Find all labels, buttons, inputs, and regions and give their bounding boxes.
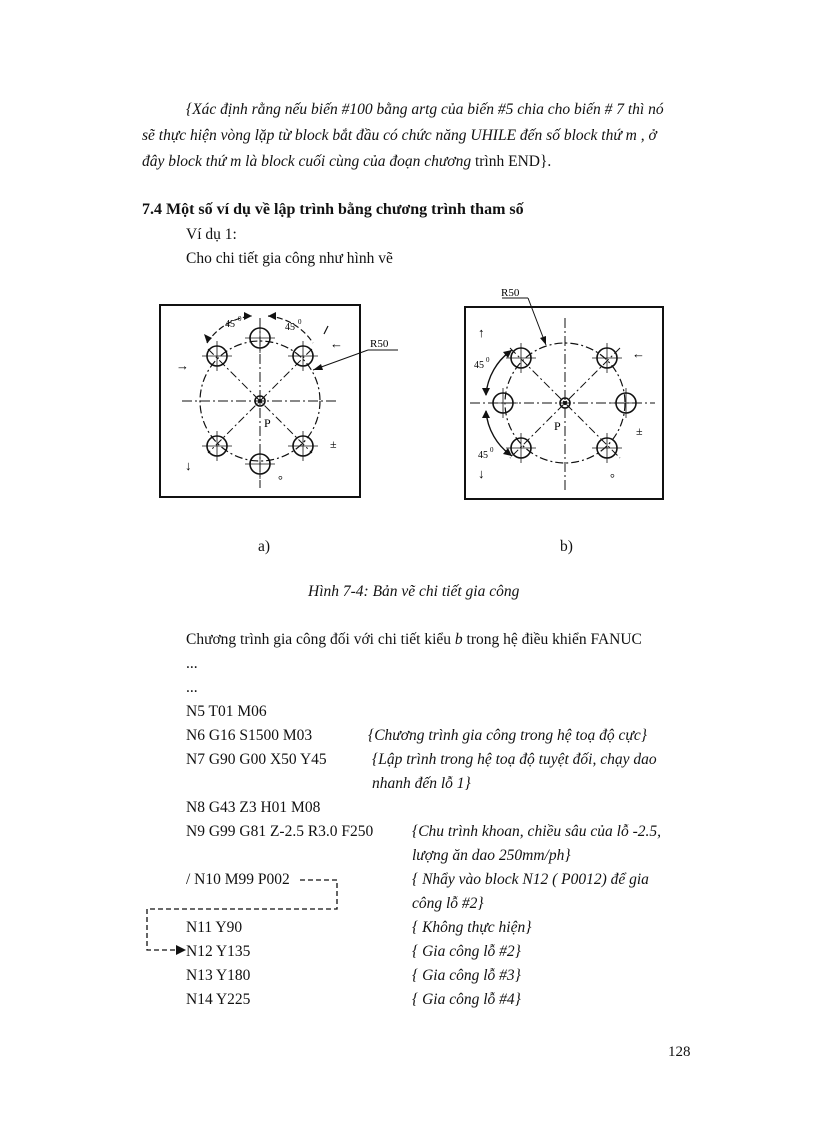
code-comment: { Gia công lỗ #4}: [412, 991, 521, 1008]
svg-text:↑: ↑: [478, 325, 485, 340]
figure-a-radius-label: R50: [370, 338, 389, 350]
intro-line-3: [142, 152, 551, 172]
section-heading: 7.4 Một số ví dụ về lập trình bằng chương trình tham số: [142, 201, 524, 218]
svg-text:±: ±: [636, 424, 643, 438]
code-line: N11 Y90: [186, 919, 243, 936]
figure-caption: Hình 7-4: Bản vẽ chi tiết gia công: [308, 583, 520, 600]
svg-text:°: °: [278, 473, 283, 487]
figure-a-center-label: P: [264, 416, 271, 430]
intro-line-1: {Xác định rằng nếu biến #100 bằng artg của biến #5 chia cho biến # 7 thì nó: [186, 101, 664, 118]
code-comment: lượng ăn dao 250mm/ph}: [412, 847, 571, 864]
program-intro: Chương trình gia công đối với chi tiết kiểu b trong hệ điều khiển FANUC: [186, 631, 642, 648]
program-dots-1: ...: [186, 655, 198, 672]
code-line: N5 T01 M06: [186, 703, 267, 720]
example-description: Cho chi tiết gia công như hình vẽ: [186, 250, 393, 267]
code-line: N9 G99 G81 Z-2.5 R3.0 F250: [186, 823, 374, 840]
figure-b-center-label: P: [554, 419, 561, 433]
figure-b-label: b): [560, 538, 573, 555]
figure-a: [150, 300, 410, 510]
example-label: Ví dụ 1:: [186, 226, 237, 243]
svg-text:→: →: [176, 358, 189, 373]
code-comment: { Không thực hiện}: [412, 919, 532, 936]
svg-text:←: ←: [330, 336, 343, 351]
svg-text:←: ←: [632, 346, 645, 361]
jump-connector: [140, 870, 350, 960]
svg-text:0: 0: [486, 356, 490, 364]
page-number: 128: [668, 1044, 691, 1060]
svg-text:↓: ↓: [478, 466, 485, 481]
code-comment: { Nhẩy vào block N12 ( P0012) để gia: [412, 871, 649, 888]
svg-text:↓: ↓: [185, 458, 192, 473]
code-line: / N10 M99 P002: [186, 871, 290, 888]
code-comment: {Chương trình gia công trong hệ toạ độ cực}: [368, 727, 647, 744]
intro-line-2: sẽ thực hiện vòng lặp từ block bắt đầu có chức năng UHILE đến số block thứ m , ở: [142, 127, 657, 144]
code-line: N6 G16 S1500 M03: [186, 727, 313, 744]
program-dots-2: ...: [186, 679, 198, 696]
svg-text:0: 0: [490, 446, 494, 454]
figure-b-angle-1: 45: [474, 360, 484, 371]
code-comment: { Gia công lỗ #3}: [412, 967, 521, 984]
code-line: N12 Y135: [186, 943, 251, 960]
code-comment: {Chu trình khoan, chiều sâu của lỗ -2.5,: [412, 823, 662, 840]
figure-b-radius-label: R50: [501, 287, 520, 299]
code-line: N13 Y180: [186, 967, 251, 984]
figure-a-angle-1: 45: [225, 319, 235, 330]
code-line: N8 G43 Z3 H01 M08: [186, 799, 321, 816]
code-comment: nhanh đến lỗ 1}: [372, 775, 471, 792]
figure-b: [460, 285, 670, 505]
svg-text:±: ±: [330, 437, 337, 451]
code-comment: {Lập trình trong hệ toạ độ tuyệt đối, chạy dao: [372, 751, 657, 768]
svg-text:0: 0: [298, 318, 302, 326]
intro-line-3-italic: đây block thứ m là block cuối cùng của đoạn chương: [142, 153, 472, 170]
intro-line-3-plain: trình END}.: [471, 153, 552, 170]
code-line: N7 G90 G00 X50 Y45: [186, 751, 327, 768]
figure-a-angle-2: 45: [285, 322, 295, 333]
svg-text:0: 0: [238, 315, 242, 323]
figure-b-angle-2: 45: [478, 450, 488, 461]
svg-text:°: °: [610, 471, 615, 485]
code-line: N14 Y225: [186, 991, 251, 1008]
code-comment: { Gia công lỗ #2}: [412, 943, 521, 960]
code-comment: công lỗ #2}: [412, 895, 484, 912]
figure-a-label: a): [258, 538, 271, 555]
